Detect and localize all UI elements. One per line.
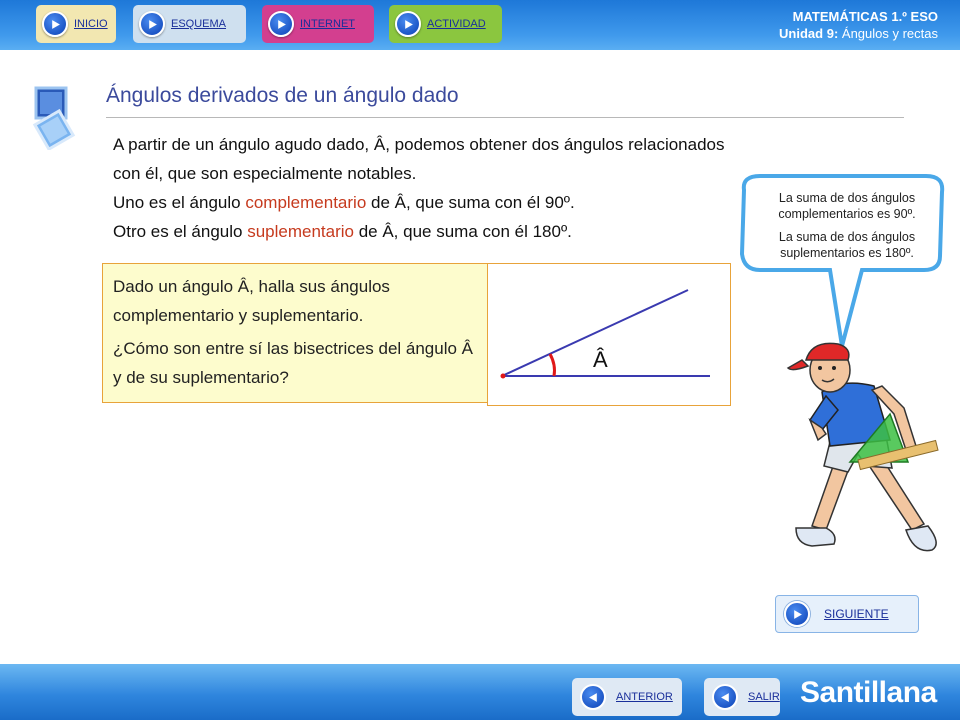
angle-diagram <box>488 264 730 405</box>
play-icon <box>395 11 421 37</box>
activity-question-2: ¿Cómo son entre sí las bisectrices del ángulo Â y de su suplementario? <box>113 339 474 387</box>
angle-vertex <box>501 374 506 379</box>
page-title: Ángulos derivados de un ángulo dado <box>106 84 459 107</box>
bubble-text-2: La suma de dos ángulos suplementarios es 180º. <box>778 230 916 260</box>
inicio-label: INICIO <box>74 18 108 30</box>
intro-line-3 <box>113 217 753 246</box>
top-bar <box>0 0 960 50</box>
intro-text <box>113 130 753 246</box>
intro-line-2 <box>113 188 753 217</box>
intro-line-3-post: de Â, que suma con él 180º. <box>353 222 572 241</box>
angle-label: Â <box>593 347 608 372</box>
salir-button[interactable] <box>704 678 780 716</box>
internet-button[interactable] <box>262 5 374 43</box>
actividad-label: ACTIVIDAD <box>427 18 486 30</box>
anterior-button[interactable] <box>572 678 682 716</box>
brand-logo: Santillana <box>800 676 937 709</box>
siguiente-label: SIGUIENTE <box>824 607 889 621</box>
play-icon <box>268 11 294 37</box>
activity-question-1: Dado un ángulo Â, halla sus ángulos complementario y suplementario. <box>113 277 390 325</box>
inicio-button[interactable] <box>36 5 116 43</box>
angle-arc <box>550 354 555 376</box>
angle-figure <box>487 263 731 406</box>
intro-line-1: A partir de un ángulo agudo dado, Â, podemos obtener dos ángulos relacionados con él, que son especialmente notables. <box>113 135 725 183</box>
internet-label: INTERNET <box>300 18 355 30</box>
esquema-button[interactable] <box>133 5 246 43</box>
course-title: MATEMÁTICAS 1.º ESO <box>792 9 938 24</box>
next-icon <box>784 601 810 627</box>
section-icon <box>30 86 78 150</box>
intro-line-3-pre: Otro es el ángulo <box>113 222 248 241</box>
bubble-text-1: La suma de dos ángulos complementarios es 90º. <box>778 191 916 221</box>
course-info <box>779 8 938 42</box>
siguiente-button[interactable] <box>775 595 919 633</box>
unit-label: Unidad 9: <box>779 26 839 41</box>
suplementario-term: suplementario <box>247 222 354 241</box>
activity-box <box>102 263 494 403</box>
speech-bubble-text <box>752 190 942 268</box>
play-icon <box>139 11 165 37</box>
play-icon <box>42 11 68 37</box>
unit-name: Ángulos y rectas <box>838 26 938 41</box>
back-icon <box>580 684 606 710</box>
salir-label: SALIR <box>748 691 780 703</box>
complementario-term: complementario <box>245 193 367 212</box>
esquema-label: ESQUEMA <box>171 18 227 30</box>
anterior-label: ANTERIOR <box>616 691 673 703</box>
cartoon-student-illustration <box>782 330 952 558</box>
actividad-button[interactable] <box>389 5 502 43</box>
intro-line-2-post: de Â, que suma con él 90º. <box>366 193 575 212</box>
unit-line <box>779 25 938 42</box>
title-divider <box>106 117 904 118</box>
exit-icon <box>712 684 738 710</box>
intro-line-2-pre: Uno es el ángulo <box>113 193 246 212</box>
